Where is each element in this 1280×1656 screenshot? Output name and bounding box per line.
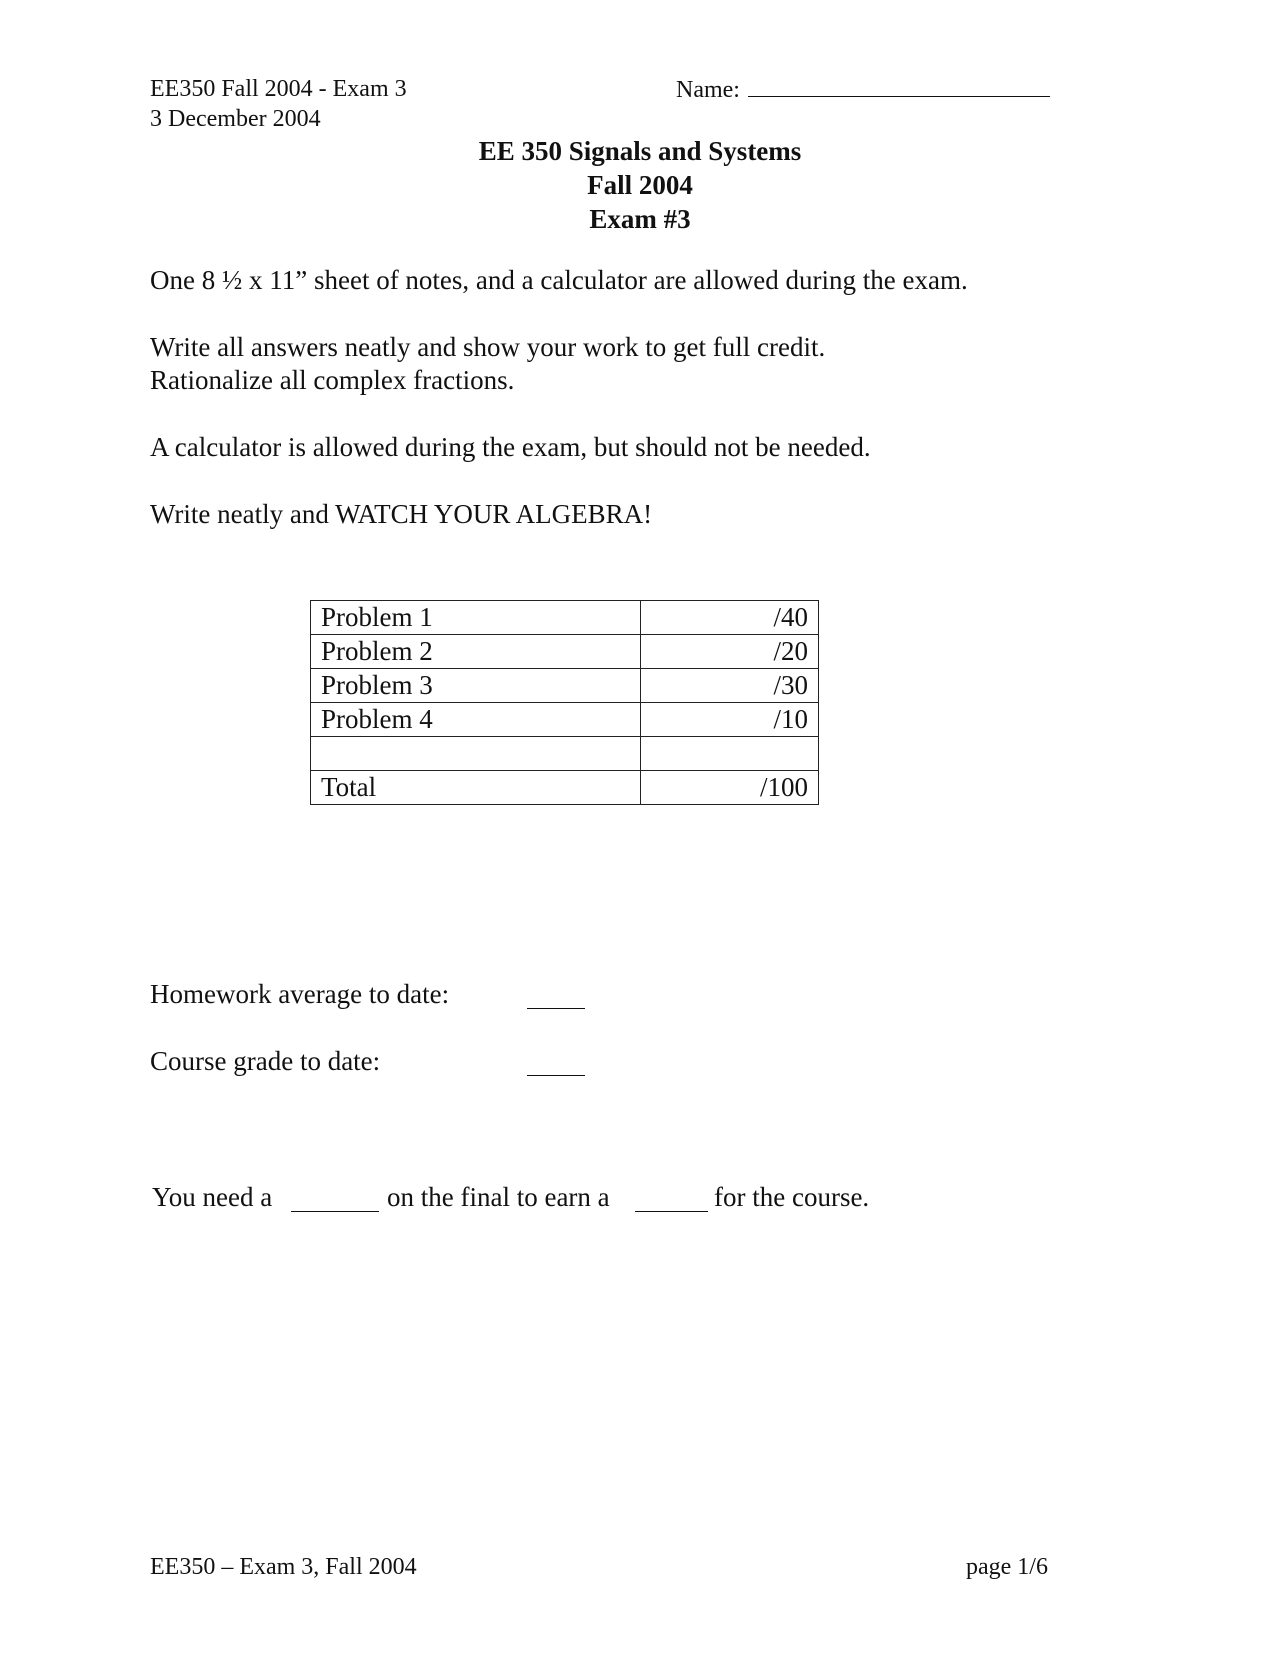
empty-points	[641, 737, 819, 771]
name-blank-line	[748, 74, 1050, 97]
course-grade-label: Course grade to date:	[150, 1046, 381, 1076]
final-sentence-part2: on the final to earn a	[387, 1182, 610, 1212]
final-sentence-part1: You need a	[152, 1182, 273, 1212]
footer-course: EE350 – Exam 3, Fall 2004	[150, 1554, 417, 1580]
problem-label: Problem 4	[311, 703, 641, 737]
header-date: 3 December 2004	[150, 106, 321, 132]
problem-points: /40	[641, 601, 819, 635]
final-grade-blank	[635, 1189, 708, 1212]
problem-label: Problem 3	[311, 669, 641, 703]
instruction-show-work: Write all answers neatly and show your work to get full credit.	[150, 332, 826, 362]
homework-average-blank	[527, 986, 585, 1009]
title-exam-number: Exam #3	[589, 204, 691, 234]
table-row-empty	[311, 737, 819, 771]
table-row	[311, 601, 819, 635]
course-grade-blank	[527, 1053, 585, 1076]
name-label: Name:	[676, 77, 740, 103]
exam-title	[0, 134, 1280, 236]
title-term: Fall 2004	[587, 170, 693, 200]
total-label: Total	[311, 771, 641, 805]
instruction-rationalize: Rationalize all complex fractions.	[150, 365, 515, 395]
title-course: EE 350 Signals and Systems	[478, 136, 802, 166]
score-table	[310, 600, 819, 805]
problem-label: Problem 2	[311, 635, 641, 669]
footer-page-number: page 1/6	[966, 1554, 1048, 1580]
problem-points: /30	[641, 669, 819, 703]
empty-label	[311, 737, 641, 771]
table-row-total	[311, 771, 819, 805]
problem-label: Problem 1	[311, 601, 641, 635]
instruction-notes: One 8 ½ x 11” sheet of notes, and a calculator are allowed during the exam.	[150, 265, 968, 295]
instruction-algebra: Write neatly and WATCH YOUR ALGEBRA!	[150, 499, 653, 529]
table-row	[311, 703, 819, 737]
homework-average-label: Homework average to date:	[150, 979, 450, 1009]
final-score-blank	[291, 1189, 379, 1212]
total-points: /100	[641, 771, 819, 805]
final-sentence-part3: for the course.	[714, 1182, 870, 1212]
table-row	[311, 635, 819, 669]
header-course-exam: EE350 Fall 2004 - Exam 3	[150, 76, 407, 102]
name-field	[676, 74, 1050, 105]
instruction-calculator: A calculator is allowed during the exam, but should not be needed.	[150, 432, 871, 462]
table-row	[311, 669, 819, 703]
problem-points: /20	[641, 635, 819, 669]
problem-points: /10	[641, 703, 819, 737]
